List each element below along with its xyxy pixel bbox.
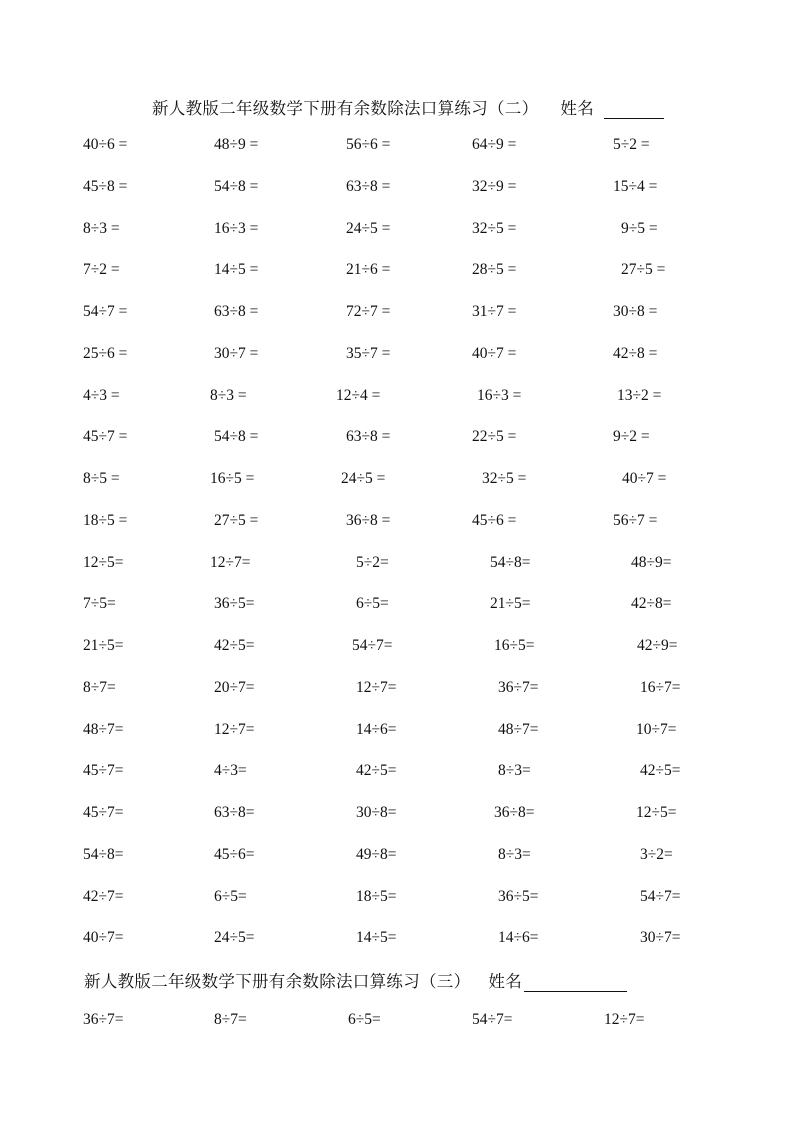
problem-item: 54÷8= bbox=[83, 846, 124, 863]
problem-item: 24÷5 = bbox=[346, 220, 391, 237]
problem-item: 30÷7= bbox=[640, 929, 681, 946]
problem-item: 14÷6= bbox=[356, 721, 397, 738]
problem-item: 45÷7 = bbox=[83, 428, 128, 445]
problem-item: 31÷7 = bbox=[472, 303, 517, 320]
problem-item: 48÷9 = bbox=[214, 136, 259, 153]
name-blank[interactable] bbox=[524, 975, 627, 992]
title-text: 新人教版二年级数学下册有余数除法口算练习（二） bbox=[152, 99, 539, 118]
problem-item: 54÷8 = bbox=[214, 428, 259, 445]
problem-item: 8÷3= bbox=[498, 846, 531, 863]
worksheet-title-3 bbox=[84, 968, 627, 992]
problem-item: 40÷7= bbox=[83, 929, 124, 946]
problem-item: 24÷5= bbox=[214, 929, 255, 946]
problem-item: 72÷7 = bbox=[346, 303, 391, 320]
problem-item: 8÷7= bbox=[214, 1011, 247, 1028]
problem-item: 16÷7= bbox=[640, 679, 681, 696]
problem-item: 8÷3 = bbox=[83, 220, 120, 237]
problem-item: 36÷8 = bbox=[346, 512, 391, 529]
problem-item: 12÷5= bbox=[83, 554, 124, 571]
problem-item: 36÷7= bbox=[83, 1011, 124, 1028]
problem-item: 12÷7= bbox=[356, 679, 397, 696]
problem-item: 12÷7= bbox=[604, 1011, 645, 1028]
problem-item: 4÷3 = bbox=[83, 387, 120, 404]
problem-item: 7÷5= bbox=[83, 595, 116, 612]
problem-item: 8÷3= bbox=[498, 762, 531, 779]
problem-item: 36÷5= bbox=[214, 595, 255, 612]
problem-item: 56÷7 = bbox=[613, 512, 658, 529]
problem-item: 21÷6 = bbox=[346, 261, 391, 278]
problem-item: 15÷4 = bbox=[613, 178, 658, 195]
problem-item: 48÷7= bbox=[498, 721, 539, 738]
problem-item: 30÷8= bbox=[356, 804, 397, 821]
problem-item: 14÷5 = bbox=[214, 261, 259, 278]
problem-item: 32÷5 = bbox=[472, 220, 517, 237]
problem-item: 45÷7= bbox=[83, 762, 124, 779]
problem-item: 48÷7= bbox=[83, 721, 124, 738]
problem-item: 30÷7 = bbox=[214, 345, 259, 362]
problem-item: 54÷7= bbox=[472, 1011, 513, 1028]
problem-item: 36÷7= bbox=[498, 679, 539, 696]
problem-item: 13÷2 = bbox=[617, 387, 662, 404]
problem-item: 63÷8 = bbox=[214, 303, 259, 320]
problem-item: 40÷6 = bbox=[83, 136, 128, 153]
problem-item: 12÷5= bbox=[636, 804, 677, 821]
problem-item: 27÷5 = bbox=[621, 261, 666, 278]
problem-item: 9÷2 = bbox=[613, 428, 650, 445]
problem-item: 63÷8= bbox=[214, 804, 255, 821]
problem-item: 36÷8= bbox=[494, 804, 535, 821]
problem-item: 45÷7= bbox=[83, 804, 124, 821]
problem-item: 21÷5= bbox=[83, 637, 124, 654]
problem-item: 64÷9 = bbox=[472, 136, 517, 153]
problem-item: 30÷8 = bbox=[613, 303, 658, 320]
problem-item: 42÷8 = bbox=[613, 345, 658, 362]
problem-item: 42÷5= bbox=[356, 762, 397, 779]
problem-item: 10÷7= bbox=[636, 721, 677, 738]
problem-item: 22÷5 = bbox=[472, 428, 517, 445]
problem-item: 4÷3= bbox=[214, 762, 247, 779]
problem-item: 16÷3 = bbox=[214, 220, 259, 237]
problem-item: 21÷5= bbox=[490, 595, 531, 612]
problem-item: 25÷6 = bbox=[83, 345, 128, 362]
problem-item: 6÷5= bbox=[356, 595, 389, 612]
problem-item: 12÷7= bbox=[210, 554, 251, 571]
problem-item: 54÷7 = bbox=[83, 303, 128, 320]
problem-item: 45÷8 = bbox=[83, 178, 128, 195]
name-label: 姓名 bbox=[560, 99, 595, 118]
problem-item: 54÷8= bbox=[490, 554, 531, 571]
problem-item: 16÷5= bbox=[494, 637, 535, 654]
problem-item: 24÷5 = bbox=[341, 470, 386, 487]
problem-item: 18÷5 = bbox=[83, 512, 128, 529]
problem-item: 40÷7 = bbox=[622, 470, 667, 487]
name-label: 姓名 bbox=[488, 972, 523, 991]
problem-item: 16÷3 = bbox=[477, 387, 522, 404]
problem-item: 3÷2= bbox=[640, 846, 673, 863]
problem-item: 8÷3 = bbox=[210, 387, 247, 404]
problem-item: 9÷5 = bbox=[621, 220, 658, 237]
problem-item: 54÷7= bbox=[352, 637, 393, 654]
problem-item: 45÷6= bbox=[214, 846, 255, 863]
problem-item: 5÷2= bbox=[356, 554, 389, 571]
problem-item: 42÷9= bbox=[637, 637, 678, 654]
problem-item: 27÷5 = bbox=[214, 512, 259, 529]
problem-item: 49÷8= bbox=[356, 846, 397, 863]
title-text: 新人教版二年级数学下册有余数除法口算练习（三） bbox=[84, 972, 471, 991]
problem-item: 40÷7 = bbox=[472, 345, 517, 362]
problem-item: 7÷2 = bbox=[83, 261, 120, 278]
problem-item: 45÷6 = bbox=[472, 512, 517, 529]
name-blank[interactable] bbox=[604, 102, 664, 119]
problem-item: 32÷5 = bbox=[482, 470, 527, 487]
problem-item: 14÷6= bbox=[498, 929, 539, 946]
problem-item: 5÷2 = bbox=[613, 136, 650, 153]
problem-item: 42÷5= bbox=[214, 637, 255, 654]
problem-item: 6÷5= bbox=[214, 888, 247, 905]
problem-item: 12÷7= bbox=[214, 721, 255, 738]
problem-item: 20÷7= bbox=[214, 679, 255, 696]
problem-item: 63÷8 = bbox=[346, 178, 391, 195]
problem-item: 32÷9 = bbox=[472, 178, 517, 195]
problem-item: 56÷6 = bbox=[346, 136, 391, 153]
problem-item: 18÷5= bbox=[356, 888, 397, 905]
problem-item: 42÷7= bbox=[83, 888, 124, 905]
problem-item: 42÷8= bbox=[631, 595, 672, 612]
problem-item: 42÷5= bbox=[640, 762, 681, 779]
problem-item: 16÷5 = bbox=[210, 470, 255, 487]
problem-item: 54÷7= bbox=[640, 888, 681, 905]
problem-item: 35÷7 = bbox=[346, 345, 391, 362]
problem-item: 14÷5= bbox=[356, 929, 397, 946]
problem-item: 63÷8 = bbox=[346, 428, 391, 445]
problem-item: 12÷4 = bbox=[336, 387, 381, 404]
problem-item: 8÷5 = bbox=[83, 470, 120, 487]
problem-item: 36÷5= bbox=[498, 888, 539, 905]
problem-item: 6÷5= bbox=[348, 1011, 381, 1028]
problem-item: 48÷9= bbox=[631, 554, 672, 571]
problem-item: 28÷5 = bbox=[472, 261, 517, 278]
problem-item: 8÷7= bbox=[83, 679, 116, 696]
worksheet-title-2 bbox=[152, 95, 664, 119]
problem-item: 54÷8 = bbox=[214, 178, 259, 195]
